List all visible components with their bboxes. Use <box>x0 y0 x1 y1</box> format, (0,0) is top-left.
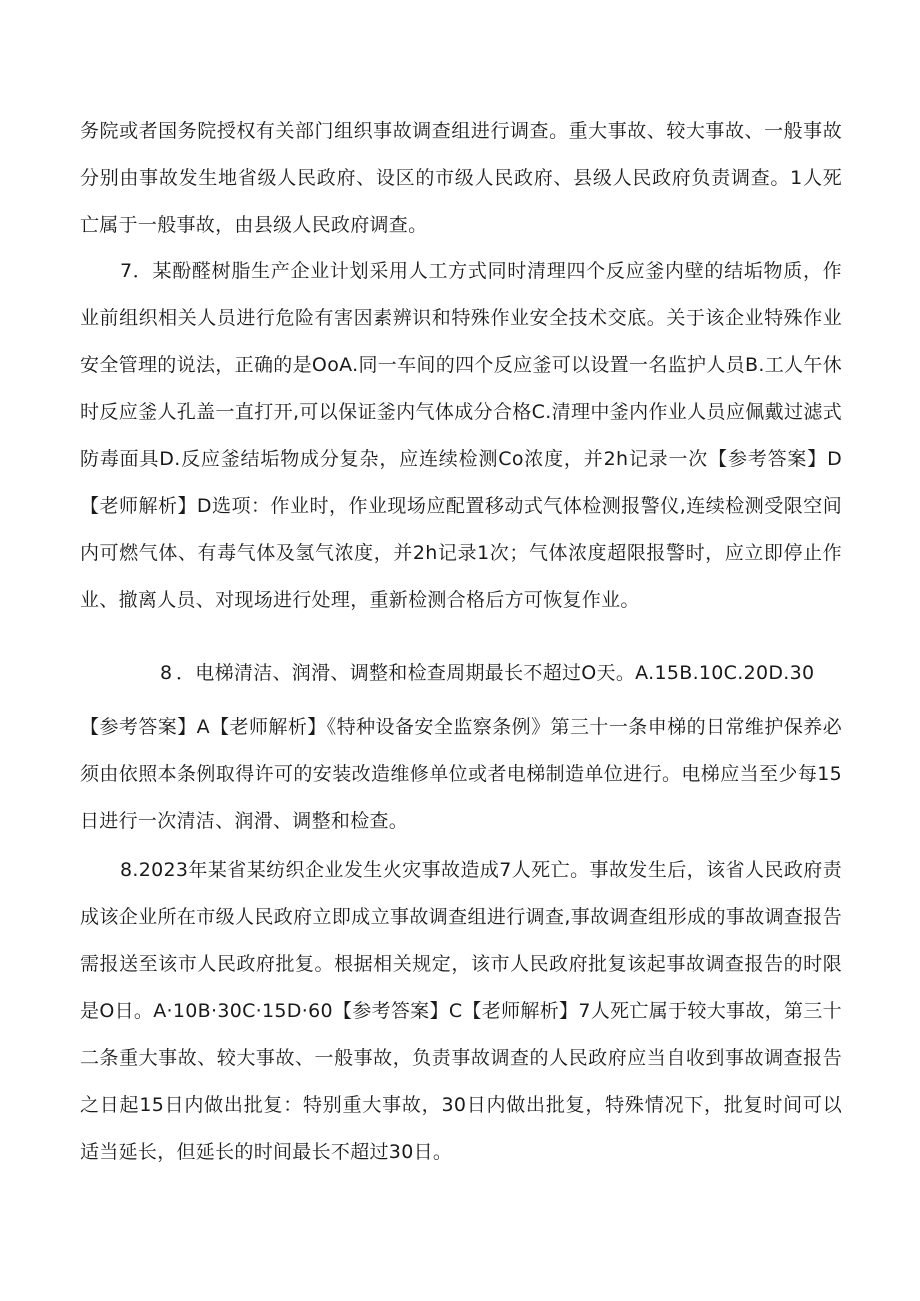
answer-8-elevator-explanation: 【参考答案】A【老师解析】《特种设备安全监察条例》第三十一条申梯的日常维护保养必须由依照本条例取得许可的安装改造维修单位或者电梯制造单位进行。电梯应当至少每15日进行一次清洁、润滑、调整和检查。 <box>80 716 842 832</box>
question-8-elevator-maintenance <box>80 650 842 697</box>
question-number: 8 <box>160 662 173 684</box>
paragraph-accident-investigation-continued: 务院或者国务院授权有关部门组织事故调查组进行调查。重大事故、较大事故、一般事故分别由事故发生地省级人民政府、设区的市级人民政府、县级人民政府负责调查。1人死亡属于一般事故，由县级人民政府调查。 <box>80 120 842 236</box>
question-7-reactor-cleaning: 7．某酚醛树脂生产企业计划采用人工方式同时清理四个反应釜内壁的结垢物质，作业前组织相关人员进行危险有害因素辨识和特殊作业安全技术交底。关于该企业特殊作业安全管理的说法，正确的是OoA.同一车间的四个反应釜可以设置一名监护人员B.工人午休时反应釜人孔盖一直打开,可以保证釜内气体成分合格C.清理中釜内作业人员应佩戴过滤式防毒面具D.反应釜结垢物成分复杂，应连续检测Co浓度，并2h记录一次【参考答案】D【老师解析】D选项：作业时，作业现场应配置移动式气体检测报警仪,连续检测受限空间内可燃气体、有毒气体及氢气浓度，并2h记录1次；气体浓度超限报警时，应立即停止作业、撤离人员、对现场进行处理，重新检测合格后方可恢复作业。 <box>80 260 842 611</box>
question-text: ．电梯清洁、润滑、调整和检查周期最长不超过O天。A.15B.10C.20D.30 <box>176 662 815 684</box>
question-8-fire-accident: 8.2023年某省某纺织企业发生火灾事故造成7人死亡。事故发生后，该省人民政府责成该企业所在市级人民政府立即成立事故调查组进行调查,事故调查组形成的事故调查报告需报送至该市人民政府批复。根据相关规定，该市人民政府批复该起事故调查报告的时限是O日。A·10B·30C·15D·60【参考答案】C【老师解析】7人死亡属于较大事故，第三十二条重大事故、较大事故、一般事故，负责事故调查的人民政府应当自收到事故调查报告之日起15日内做出批复：特别重大事故，30日内做出批复，特殊情况下，批复时间可以适当延长，但延长的时间最长不超过30日。 <box>80 859 842 1163</box>
